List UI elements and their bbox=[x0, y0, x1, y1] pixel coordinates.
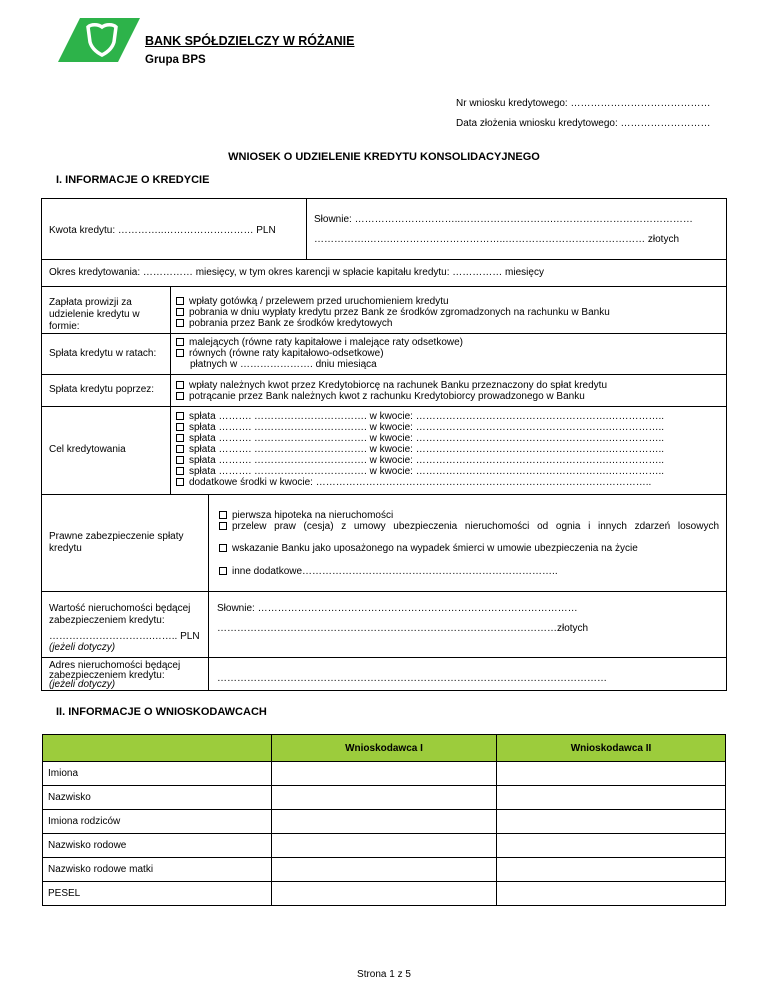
divider bbox=[41, 494, 727, 495]
option-label: spłata ………. ……………………………. w kwocie: ………………………………………………….…………….. bbox=[189, 444, 665, 455]
table-header-applicant-2: Wnioskodawca II bbox=[497, 735, 726, 762]
table-header-row bbox=[43, 735, 726, 762]
security-label: Prawne zabezpieczenie spłaty kredytu bbox=[49, 531, 184, 554]
option-label: wpłaty gotówką / przelewem przed uruchomieniem kredytu bbox=[189, 296, 449, 307]
option-label: pierwsza hipoteka na nieruchomości bbox=[232, 510, 394, 521]
installments-payday-field[interactable]: płatnych w …………………. dniu miesiąca bbox=[190, 359, 377, 370]
option-label: potrącanie przez Bank należnych kwot z rachunku Kredytobiorcy prowadzonego w Banku bbox=[189, 391, 585, 402]
checkbox[interactable] bbox=[176, 297, 184, 305]
divider bbox=[41, 286, 727, 287]
applicants-table bbox=[42, 734, 726, 906]
divider bbox=[41, 591, 727, 592]
divider bbox=[306, 198, 307, 259]
option-label: spłata ………. ……………………………. w kwocie: ………………………………………………….…………….. bbox=[189, 411, 665, 422]
bank-name: BANK SPÓŁDZIELCZY W RÓŻANIE bbox=[145, 34, 355, 48]
option-label: wpłaty należnych kwot przez Kredytobiorcę na rachunek Banku przeznaczony do spłat kredytu bbox=[189, 380, 608, 391]
option-label: pobrania w dniu wypłaty kredytu przez Bank ze środków zgromadzonych na rachunku w Banku bbox=[189, 307, 610, 318]
checkbox[interactable] bbox=[176, 319, 184, 327]
applicant-2-cell[interactable] bbox=[497, 882, 726, 906]
applicant-2-cell[interactable] bbox=[497, 858, 726, 882]
divider bbox=[41, 259, 727, 260]
row-label: Imiona bbox=[43, 762, 272, 786]
commission-option-account[interactable] bbox=[176, 307, 610, 318]
checkbox[interactable] bbox=[176, 412, 184, 420]
checkbox[interactable] bbox=[176, 423, 184, 431]
checkbox[interactable] bbox=[176, 467, 184, 475]
divider bbox=[41, 374, 727, 375]
section-applicants-heading: II. INFORMACJE O WNIOSKODAWCACH bbox=[56, 706, 267, 718]
option-label: malejących (równe raty kapitałowe i malejące raty odsetkowe) bbox=[189, 337, 464, 348]
option-label: wskazanie Banku jako uposażonego na wypadek śmierci w umowie ubezpieczenia na życie bbox=[232, 543, 638, 554]
property-address-label: Adres nieruchomości będącej zabezpieczeniem kredytu: bbox=[49, 660, 181, 681]
applicant-1-cell[interactable] bbox=[272, 858, 497, 882]
document-title: WNIOSEK O UDZIELENIE KREDYTU KONSOLIDACYJNEGO bbox=[228, 151, 540, 163]
repayment-option-deduction[interactable] bbox=[176, 391, 585, 402]
purpose-label: Cel kredytowania bbox=[49, 444, 126, 455]
credit-amount-words-cont[interactable]: …………….…….……………………………..…………………………………… złotych bbox=[314, 234, 680, 245]
applicant-1-cell[interactable] bbox=[272, 810, 497, 834]
purpose-option-repayment[interactable] bbox=[176, 466, 664, 477]
option-label: spłata ………. ……………………………. w kwocie: ………………………………………………….…………….. bbox=[189, 433, 665, 444]
commission-label: Zapłata prowizji za udzielenie kredytu w formie: bbox=[49, 297, 140, 332]
property-value-amount-field[interactable]: ………………………….…….. PLN bbox=[49, 631, 200, 642]
security-option-life-insurance[interactable] bbox=[219, 543, 638, 554]
row-label: Nazwisko rodowe matki bbox=[43, 858, 272, 882]
installments-label: Spłata kredytu w ratach: bbox=[49, 348, 157, 359]
option-label: inne dodatkowe………………………………………………………………….. bbox=[232, 566, 558, 577]
checkbox[interactable] bbox=[176, 445, 184, 453]
checkbox[interactable] bbox=[176, 308, 184, 316]
applicant-1-cell[interactable] bbox=[272, 882, 497, 906]
table-row bbox=[43, 834, 726, 858]
property-value-words-cont[interactable]: …………………………………………………………………………………………złotych bbox=[217, 623, 589, 634]
bank-group: Grupa BPS bbox=[145, 54, 206, 66]
checkbox[interactable] bbox=[176, 392, 184, 400]
bank-logo-icon bbox=[58, 18, 140, 62]
table-row bbox=[43, 810, 726, 834]
option-label: pobrania przez Bank ze środków kredytowych bbox=[189, 318, 393, 329]
checkbox[interactable] bbox=[219, 567, 227, 575]
table-header-applicant-1: Wnioskodawca I bbox=[272, 735, 497, 762]
purpose-option-repayment[interactable] bbox=[176, 455, 664, 466]
purpose-option-repayment[interactable] bbox=[176, 422, 664, 433]
commission-option-transfer[interactable] bbox=[176, 296, 449, 307]
divider bbox=[41, 406, 727, 407]
property-value-label: Wartość nieruchomości będącej zabezpieczeniem kredytu: bbox=[49, 603, 191, 626]
repayment-option-deposit[interactable] bbox=[176, 380, 607, 391]
installments-option-decreasing[interactable] bbox=[176, 337, 463, 348]
option-label: przelew praw (cesja) z umowy ubezpieczenia nieruchomości od ognia i innych zdarzeń losowych bbox=[232, 521, 719, 532]
option-label: spłata ………. ……………………………. w kwocie: ………………………………………………….…………….. bbox=[189, 422, 665, 433]
security-option-other[interactable] bbox=[219, 566, 558, 577]
row-label: PESEL bbox=[43, 882, 272, 906]
applicant-1-cell[interactable] bbox=[272, 786, 497, 810]
table-row bbox=[43, 882, 726, 906]
section-credit-heading: I. INFORMACJE O KREDYCIE bbox=[56, 174, 210, 186]
property-value-words-field[interactable]: Słownie: …………………………………………………………………………………… bbox=[217, 603, 578, 614]
checkbox[interactable] bbox=[176, 478, 184, 486]
table-row bbox=[43, 762, 726, 786]
row-label: Nazwisko bbox=[43, 786, 272, 810]
option-label: równych (równe raty kapitałowo-odsetkowe) bbox=[189, 348, 384, 359]
row-label: Nazwisko rodowe bbox=[43, 834, 272, 858]
divider bbox=[41, 657, 727, 658]
divider bbox=[208, 494, 209, 691]
purpose-option-additional[interactable] bbox=[176, 477, 651, 488]
applicant-1-cell[interactable] bbox=[272, 834, 497, 858]
property-address-note: (jeżeli dotyczy) bbox=[49, 679, 116, 690]
table-header-blank bbox=[43, 735, 272, 762]
checkbox[interactable] bbox=[219, 522, 227, 530]
purpose-option-repayment[interactable] bbox=[176, 433, 664, 444]
checkbox[interactable] bbox=[176, 338, 184, 346]
table-row bbox=[43, 858, 726, 882]
credit-period-field[interactable]: Okres kredytowania: …………… miesięcy, w tym okres karencji w spłacie kapitału kredytu: …………… miesięcy bbox=[49, 267, 544, 278]
purpose-option-repayment[interactable] bbox=[176, 411, 664, 422]
divider bbox=[41, 333, 727, 334]
repayment-label: Spłata kredytu poprzez: bbox=[49, 384, 155, 395]
checkbox[interactable] bbox=[219, 511, 227, 519]
installments-option-equal[interactable] bbox=[176, 348, 384, 359]
applicant-2-cell[interactable] bbox=[497, 786, 726, 810]
row-label: Imiona rodziców bbox=[43, 810, 272, 834]
security-option-mortgage[interactable] bbox=[219, 510, 393, 521]
purpose-option-repayment[interactable] bbox=[176, 444, 664, 455]
commission-option-credit-funds[interactable] bbox=[176, 318, 392, 329]
checkbox[interactable] bbox=[176, 349, 184, 357]
option-label: spłata ………. ……………………………. w kwocie: ………………………………………………….…………….. bbox=[189, 466, 665, 477]
application-date-field[interactable]: Data złożenia wniosku kredytowego: ……………………… bbox=[456, 118, 711, 129]
security-option-assignment[interactable] bbox=[219, 521, 719, 532]
option-label: dodatkowe środki w kwocie: ……………………………………………………………………………………….. bbox=[189, 477, 652, 488]
property-value-note: (jeżeli dotyczy) bbox=[49, 642, 116, 653]
table-row bbox=[43, 786, 726, 810]
checkbox[interactable] bbox=[219, 544, 227, 552]
checkbox[interactable] bbox=[176, 434, 184, 442]
applicant-2-cell[interactable] bbox=[497, 834, 726, 858]
property-address-field[interactable]: ……………………………………………………………………………………………………… bbox=[217, 673, 607, 684]
applicant-1-cell[interactable] bbox=[272, 762, 497, 786]
checkbox[interactable] bbox=[176, 381, 184, 389]
applicant-2-cell[interactable] bbox=[497, 762, 726, 786]
checkbox[interactable] bbox=[176, 456, 184, 464]
applicant-2-cell[interactable] bbox=[497, 810, 726, 834]
credit-amount-words-field[interactable]: Słownie: …………………………..……………………….…………………………………… bbox=[314, 214, 693, 225]
option-label: spłata ………. ……………………………. w kwocie: ………………………………………………….…………….. bbox=[189, 455, 665, 466]
application-number-field[interactable]: Nr wniosku kredytowego: …………………………………… bbox=[456, 98, 711, 109]
page-number: Strona 1 z 5 bbox=[357, 969, 411, 980]
credit-amount-field[interactable]: Kwota kredytu: …………..……………………… PLN bbox=[49, 225, 276, 236]
divider bbox=[170, 286, 171, 494]
